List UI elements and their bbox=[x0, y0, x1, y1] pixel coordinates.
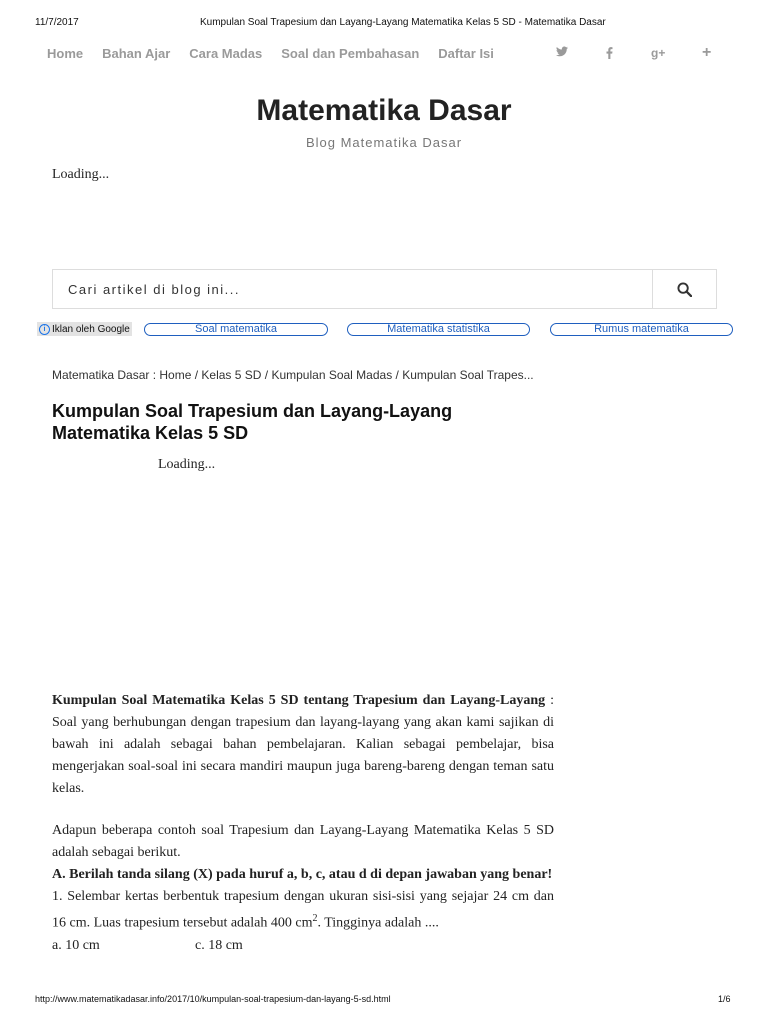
nav-home[interactable]: Home bbox=[47, 46, 84, 61]
question-1-end: . Tingginya adalah .... bbox=[317, 915, 439, 931]
search-button[interactable] bbox=[652, 270, 716, 308]
post-title: Kumpulan Soal Trapesium dan Layang-Layang Matematika Kelas 5 SD bbox=[52, 401, 453, 443]
section-heading: A. Berilah tanda silang (X) pada huruf a, b, c, atau d di depan jawaban yang benar! bbox=[52, 867, 553, 882]
breadcrumb bbox=[52, 368, 534, 382]
breadcrumb-kelas-5-sd[interactable]: Kelas 5 SD bbox=[201, 368, 262, 382]
nav-bahan-ajar[interactable]: Bahan Ajar bbox=[102, 46, 171, 61]
breadcrumb-sep: / bbox=[392, 368, 403, 382]
breadcrumb-sep: / bbox=[191, 368, 202, 382]
print-page-number: 1/6 bbox=[718, 994, 731, 1004]
loading-text-post: Loading... bbox=[158, 457, 216, 472]
question-1-sup: 2 bbox=[312, 913, 318, 924]
info-icon: i bbox=[39, 324, 50, 335]
print-date: 11/7/2017 bbox=[35, 17, 79, 28]
post-body bbox=[52, 820, 554, 957]
search-icon bbox=[677, 282, 692, 297]
question-1-text: 1. Selembar kertas berbentuk trapesium dengan ukuran sisi-sisi yang sejajar 24 cm dan 16 cm. Luas trapesium tersebut adalah 400 cm bbox=[52, 889, 554, 931]
breadcrumb-kumpulan-soal-madas[interactable]: Kumpulan Soal Madas bbox=[271, 368, 393, 382]
option-a: a. 10 cm bbox=[52, 937, 100, 953]
intro-rest: : Soal yang berhubungan dengan trapesium dan layang-layang yang akan kami sajikan di bawah ini adalah sebagai bahan pembelajaran. Kalian sebagai pembelajar, bisa mengerjakan soal-soal ini secara mandiri maupun juga bareng-bareng dengan teman satu kelas. bbox=[52, 693, 555, 796]
nav-daftar-isi[interactable]: Daftar Isi bbox=[438, 46, 494, 61]
ad-label-text: Iklan oleh bbox=[52, 323, 95, 335]
option-c: c. 18 cm bbox=[195, 937, 243, 953]
facebook-icon[interactable] bbox=[606, 46, 613, 62]
ad-link-soal-matematika[interactable]: Soal matematika bbox=[144, 323, 328, 336]
site-subtitle: Blog Matematika Dasar bbox=[305, 135, 463, 150]
breadcrumb-sep: / bbox=[261, 368, 272, 382]
ad-label[interactable] bbox=[37, 322, 132, 336]
twitter-icon[interactable] bbox=[556, 44, 568, 60]
google-plus-icon[interactable]: g+ bbox=[651, 46, 666, 60]
loading-text-top: Loading... bbox=[52, 167, 110, 182]
breadcrumb-home[interactable]: Matematika Dasar : Home bbox=[52, 368, 192, 382]
question-1-options bbox=[52, 935, 554, 957]
intro-bold: Kumpulan Soal Matematika Kelas 5 SD tentang Trapesium dan Layang-Layang bbox=[52, 693, 546, 708]
paragraph-2: Adapun beberapa contoh soal Trapesium dan Layang-Layang Matematika Kelas 5 SD adalah sebagai berikut. bbox=[52, 823, 554, 860]
search-bar bbox=[52, 269, 717, 309]
search-input[interactable] bbox=[53, 270, 652, 308]
nav-soal-dan-pembahasan[interactable]: Soal dan Pembahasan bbox=[281, 46, 420, 61]
breadcrumb-current: Kumpulan Soal Trapes... bbox=[402, 368, 534, 382]
ad-link-rumus-matematika[interactable]: Rumus matematika bbox=[550, 323, 733, 336]
ad-link-matematika-statistika[interactable]: Matematika statistika bbox=[347, 323, 530, 336]
print-url: http://www.matematikadasar.info/2017/10/kumpulan-soal-trapesium-dan-layang-5-sd.html bbox=[35, 994, 391, 1004]
ad-brand: Google bbox=[97, 323, 130, 335]
site-title[interactable]: Matematika Dasar bbox=[256, 94, 512, 127]
more-icon[interactable]: + bbox=[702, 44, 712, 61]
print-doc-title: Kumpulan Soal Trapesium dan Layang-Layang Matematika Kelas 5 SD - Matematika Dasar bbox=[200, 17, 606, 28]
question-1 bbox=[52, 886, 554, 935]
post-intro bbox=[52, 690, 554, 800]
main-nav bbox=[47, 46, 513, 61]
nav-cara-madas[interactable]: Cara Madas bbox=[189, 46, 263, 61]
